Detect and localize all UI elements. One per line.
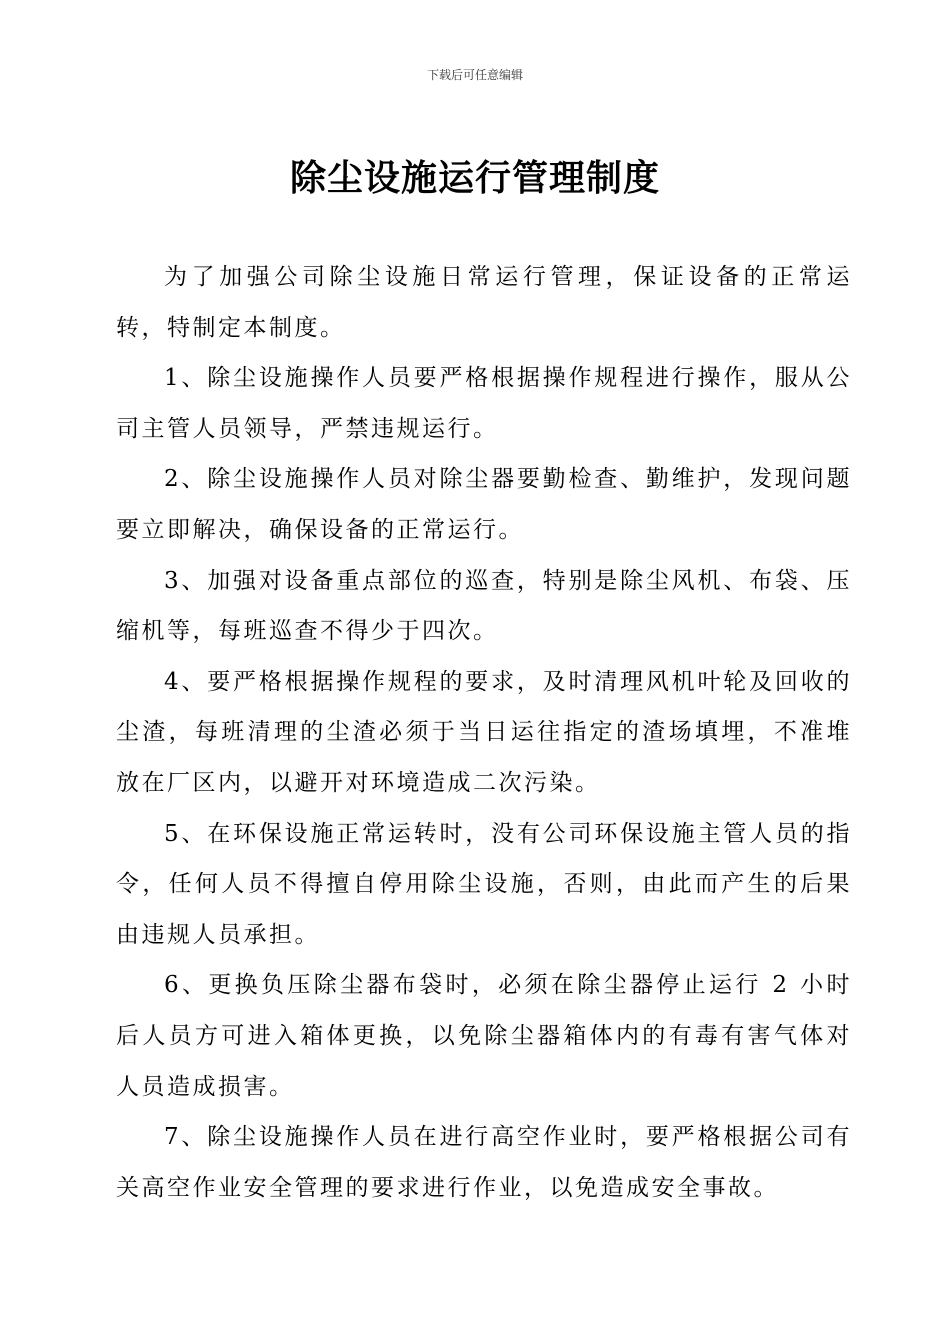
document-title: 除尘设施运行管理制度 — [289, 157, 660, 199]
rule-paragraph-1: 1、除尘设施操作人员要严格根据操作规程进行操作，服从公司主管人员领导，严禁违规运行。 — [116, 365, 852, 442]
header-note: 下载后可任意编辑 — [426, 68, 523, 82]
intro-paragraph: 为了加强公司除尘设施日常运行管理，保证设备的正常运转，特制定本制度。 — [116, 264, 852, 341]
rule-paragraph-3: 3、加强对设备重点部位的巡查，特别是除尘风机、布袋、压缩机等，每班巡查不得少于四次。 — [116, 567, 852, 645]
rule-paragraph-7: 7、除尘设施操作人员在进行高空作业时，要严格根据公司有关高空作业安全管理的要求进行作业，以免造成安全事故。 — [116, 1124, 852, 1201]
rule-paragraph-5: 5、在环保设施正常运转时，没有公司环保设施主管人员的指令，任何人员不得擅自停用除尘设施，否则，由此而产生的后果由违规人员承担。 — [116, 820, 852, 948]
rule-paragraph-2: 2、除尘设施操作人员对除尘器要勤检查、勤维护，发现问题要立即解决，确保设备的正常运行。 — [116, 466, 852, 543]
document-body — [116, 252, 852, 1213]
rule-paragraph-6: 6、更换负压除尘器布袋时，必须在除尘器停止运行 2 小时后人员方可进入箱体更换，以免除尘器箱体内的有毒有害气体对人员造成损害。 — [116, 972, 852, 1100]
rule-paragraph-4: 4、要严格根据操作规程的要求，及时清理风机叶轮及回收的尘渣，每班清理的尘渣必须于当日运往指定的渣场填埋，不准堆放在厂区内，以避开对环境造成二次污染。 — [116, 668, 852, 796]
